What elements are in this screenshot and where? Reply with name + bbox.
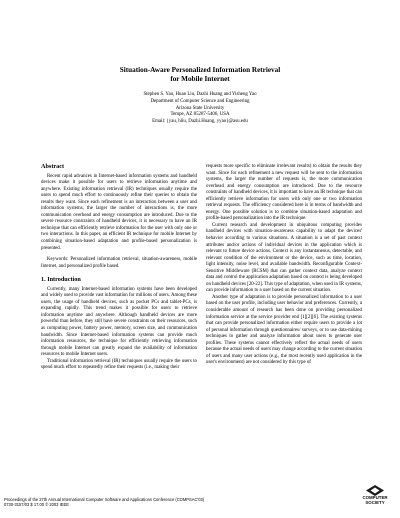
intro-paragraph-1: Currently, many Internet-based information systems have been developed and widely used to provide vast information for millions of users. Among these users, the usage of handheld devices, such as pocket PCs and tablet-PCs, is expanding rapidly. This trend makes it possible for users to retrieve information anytime and anywhere. Although handheld devices are more powerful than before, they still have severe constraints on their resources, such as computing power, battery power, memory, screen size, and communication bandwidth. Since Internet-based information systems can provide much information resources, the technique for efficiently retrieving information through mobile Internet can greatly expand the availability of information resources to mobile Internet users. [41, 286, 197, 358]
paper-title [40, 66, 360, 84]
computer-society-logo [354, 485, 396, 513]
footer-line-2: 0730-3157/03 $ 17.00 © 2003 IEEE [4, 502, 69, 508]
right-column [206, 164, 362, 367]
logo-line-1: COMPUTER [362, 495, 388, 500]
abstract-text: Recent rapid advances in Internet-based information systems and handheld devices make it possible for users to retrieve information anytime and anywhere. Existing information retrieval (IR) techniques usually require the users to spend much effort to continuously refine their queries to obtain the results they want. Since each refinement is an interaction between a user and information systems, the larger the number of interactions is, the more communication overhead and energy consumption are introduced. Due to the severe resource constraints of handheld devices, it is necessary to have an IR technique that can efficiently retrieve information for the user with only one or two interactions. In this paper, an efficient IR technique for mobile Internet by combining situation-based adaptation and profile-based personalization is presented. [41, 173, 197, 251]
author-block [40, 92, 360, 125]
title-line-2: for Mobile Internet [170, 75, 230, 84]
right-paragraph-2: Current research and development in ubiquitous computing provides handheld devices with situation-awareness capability to adapt the devices' behavior according to various situations. A situation is a set of past context attributes and/or actions of individual devices in the application which is relevant to future device actions. Context is any instantaneous, detectable, and relevant condition of the environment or the device, such as time, location, light intensity, noise level, and available bandwidth. Reconfigurable Context-Sensitive Middleware (RCSM) that can gather context data, analyze context data and control the application adaptation based on context is being developed on handheld devices [20-22]. This type of adaptation, when used in IR systems, can provide information to a user based on the current situation. [206, 222, 362, 294]
paper-header [40, 66, 360, 125]
right-paragraph-1: requests more specific to eliminate irrelevant results) to obtain the results they want. Since for each refinement a new request will be sent to the information systems, the larger the number of requests is, the more communication overhead and energy consumption are introduced. Due to the resource constraints of handheld devices, it is important to have an IR technique that can efficiently retrieve information for users with only one or two information retrieval requests. The efficiency considered here is in terms of bandwidth and energy. One possible solution is to combine situation-based adaptation and profile-based personalization into the IR technique. [206, 164, 362, 222]
introduction-heading: 1. Introduction [41, 276, 81, 284]
footer-line-1: Proceedings of the 27th Annual International Computer Software and Applications Conference (COMPSAC'03) [4, 497, 205, 502]
abstract-heading: Abstract [41, 163, 65, 170]
right-paragraph-3: Another type of adaptation is to provide personalized information to a user based on the user profile, including user behavior and preferences. Currently, a considerable amount of research has been done on providing personalized information service at the service provider end [1][2][6]. The existing systems that can provide personalized information either require users to provide a lot of personal information through questionnaires/ surveys, or to use data-mining techniques to gather and analyze information about users to generate user profiles. These systems cannot effectively reflect the actual needs of users because the actual needs of users may change according to the current situation of users and many user actions (e.g., the most recently used application in the user's environment) are not considered by this type of [206, 294, 362, 366]
intro-paragraph-2: Traditional information retrieval (IR) techniques usually require the users to spend much effort to repeatedly refine their requests (i.e., making their [41, 358, 197, 371]
left-column [41, 164, 197, 372]
author-address: Tempe, AZ 85287-5406, USA [170, 112, 230, 118]
proceedings-footer [4, 497, 304, 507]
author-university: Arizona State University [175, 105, 225, 111]
logo-line-2: SOCIETY [365, 499, 385, 505]
author-department: Department of Computer Science and Engineering [150, 99, 250, 104]
author-names: Stephen S. Yau, Huan Liu, Dazhi Huang and Yisheng Yao [143, 92, 257, 98]
title-line-1: Situation-Aware Personalized Information Retrieval [119, 66, 281, 74]
author-email: Email: {yau, hliu, Dazhi.Huang, yyao}@asu.edu [152, 118, 248, 124]
keywords-text: Keywords: Personalized information retrieval, situation-awareness, mobile Internet, and personalized profile based. [41, 257, 197, 269]
